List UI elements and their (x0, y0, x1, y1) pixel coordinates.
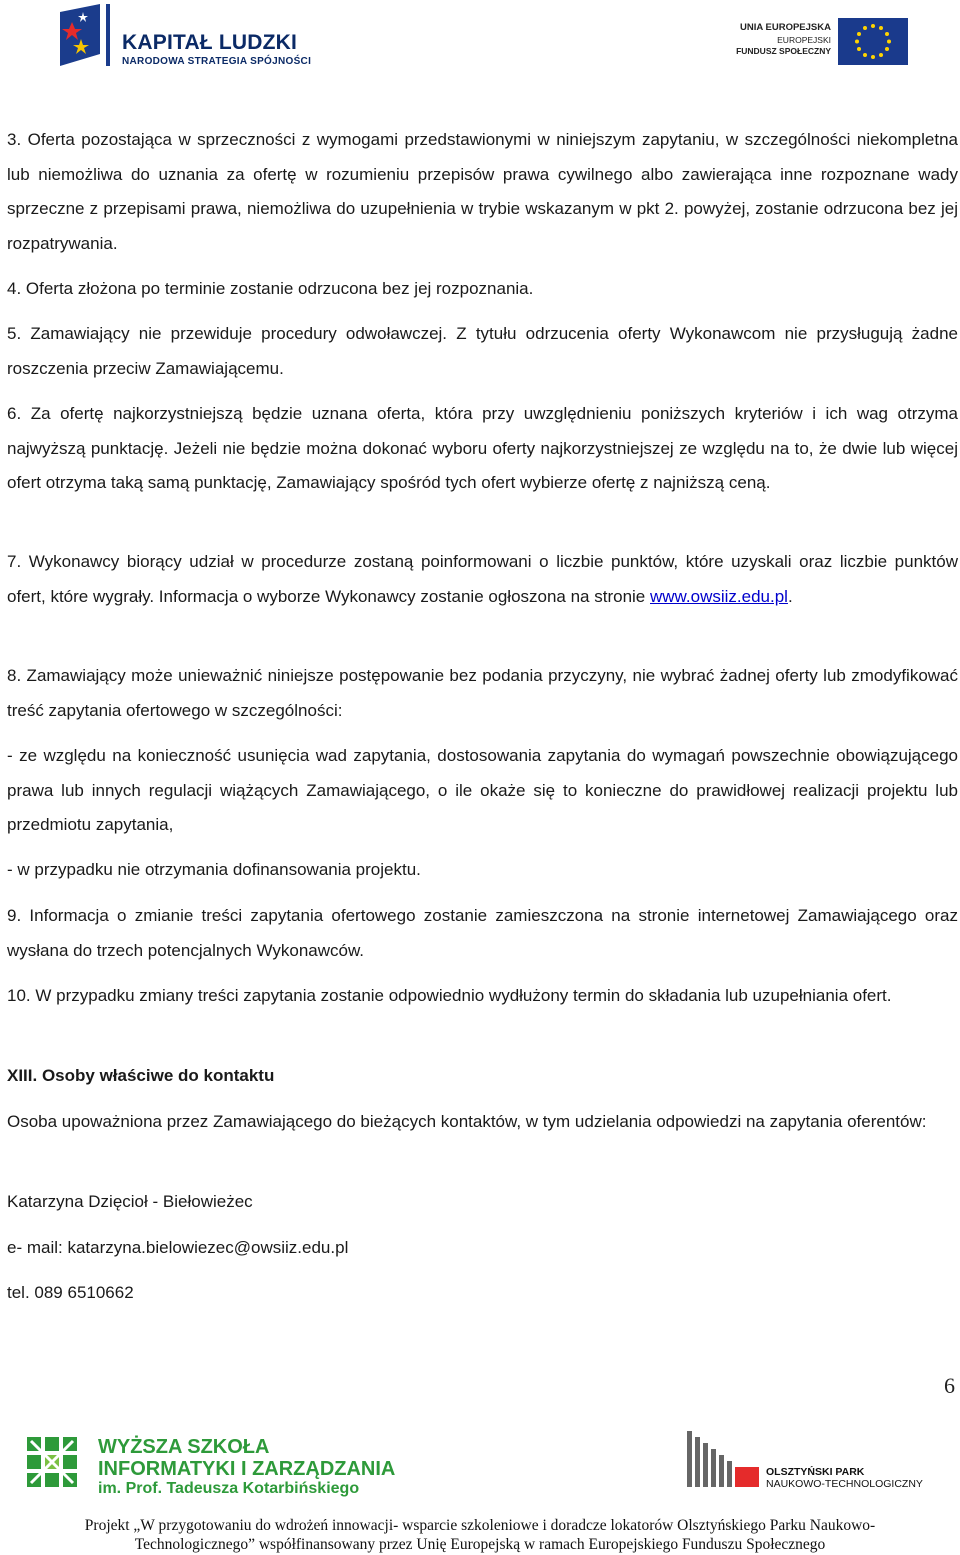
eu-label-line3: FUNDUSZ SPOŁECZNY (736, 46, 831, 56)
paragraph-9: 9. Informacja o zmianie treści zapytania ofertowego zostanie zamieszczona na stronie internetowej Zamawiającego oraz wysłana do trzech potencjalnych Wykonawców. (7, 906, 958, 960)
paragraph-7 (7, 545, 958, 614)
kapital-ludzki-subtitle: NARODOWA STRATEGIA SPÓJNOŚCI (122, 56, 312, 67)
paragraph-7-text: 7. Wykonawcy biorący udział w procedurze zostaną poinformowani o liczbie punktów, które uzyskali oraz liczbie punktów ofert, które wygrały. Informacja o wyborze Wykonawcy zostanie ogłoszona na stronie (7, 552, 958, 606)
eu-label-line1: UNIA EUROPEJSKA (740, 22, 831, 33)
paragraph-3: 3. Oferta pozostająca w sprzeczności z wymogami przedstawionymi w niniejszym zapytaniu, w szczególności niekompletna lub niemożliwa do uznania za ofertę w rozumieniu przepisów prawa cywilnego albo zawierająca inne rozpoznane wady sprzeczne z przepisami prawa, niemożliwa do uzupełnienia w trybie wskazanym w pkt 2. powyżej, zostanie odrzucona bez jej rozpatrywania. (7, 130, 958, 253)
owsiiz-website-link[interactable]: www.owsiiz.edu.pl (650, 586, 788, 606)
footer-project-text (0, 1516, 960, 1554)
wsiiz-name-line1: WYŻSZA SZKOŁA (98, 1436, 270, 1458)
paragraph-6: 6. Za ofertę najkorzystniejszą będzie uznana oferta, która przy uwzględnieniu poniższych kryteriów i ich wag otrzyma najwyższą punktację. Jeżeli nie będzie można dokonać wyboru oferty najkorzystniejszej ze względu na to, że dwie lub więcej ofert otrzyma taką samą punktację, Zamawiający spośród tych ofert wybierze ofertę z najniższą ceną. (7, 404, 958, 492)
contact-intro: Osoba upoważniona przez Zamawiającego do bieżących kontaktów, w tym udzielania odpowiedzi na zapytania oferentów: (7, 1112, 927, 1131)
paragraph-10: 10. W przypadku zmiany treści zapytania zostanie odpowiednio wydłużony termin do składania lub uzupełniania ofert. (7, 986, 892, 1005)
paragraph-8-item-2: - w przypadku nie otrzymania dofinansowania projektu. (7, 860, 421, 879)
eu-label-line2: EUROPEJSKI (777, 35, 831, 45)
contact-phone: tel. 089 6510662 (7, 1283, 134, 1302)
ospnt-name-line1: OLSZTYŃSKI PARK (766, 1466, 865, 1478)
section-heading: XIII. Osoby właściwe do kontaktu (7, 1066, 275, 1085)
contact-name: Katarzyna Dzięcioł - Biełowieżec (7, 1192, 253, 1211)
footer-line-2: Technologicznego” współfinansowany przez Unię Europejską w ramach Europejskiego Funduszu Społecznego (134, 1536, 826, 1553)
wsiiz-name-line3: im. Prof. Tadeusza Kotarbińskiego (98, 1480, 360, 1497)
paragraph-7-end: . (787, 586, 793, 606)
page-number: 6 (944, 1373, 955, 1398)
paragraph-8-item-1: - ze względu na konieczność usunięcia wad zapytania, dostosowania zapytania do wymagań powszechnie obowiązującego prawa lub innych regulacji wiążących Zamawiającego, o ile okaże się to konieczne do prawidłowej realizacji projektu lub przedmiotu zapytania, (7, 746, 958, 834)
paragraph-5: 5. Zamawiający nie przewiduje procedury odwoławczej. Z tytułu odrzucenia oferty Wykonawcom nie przysługują żadne roszczenia przeciw Zamawiającemu. (7, 324, 958, 378)
paragraph-4: 4. Oferta złożona po terminie zostanie odrzucona bez jej rozpoznania. (7, 279, 534, 298)
kapital-ludzki-title: KAPITAŁ LUDZKI (122, 31, 298, 54)
eu-flag-icon (838, 18, 908, 65)
wsiiz-name-line2: INFORMATYKI I ZARZĄDZANIA (98, 1458, 396, 1480)
paragraph-8: 8. Zamawiający może unieważnić niniejsze postępowanie bez podania przyczyny, nie wybrać żadnej oferty lub zmodyfikować treść zapytania ofertowego w szczególności: (7, 666, 958, 720)
contact-email: e- mail: katarzyna.bielowiezec@owsiiz.edu.pl (7, 1238, 349, 1257)
ospnt-logo-icon (683, 1425, 763, 1491)
ospnt-name-line2: NAUKOWO-TECHNOLOGICZNY (766, 1478, 923, 1490)
footer-line-1: Projekt „W przygotowaniu do wdrożeń innowacji- wsparcie szkoleniowe i doradcze lokatorów Olsztyńskiego Parku Naukowo- (84, 1517, 876, 1534)
